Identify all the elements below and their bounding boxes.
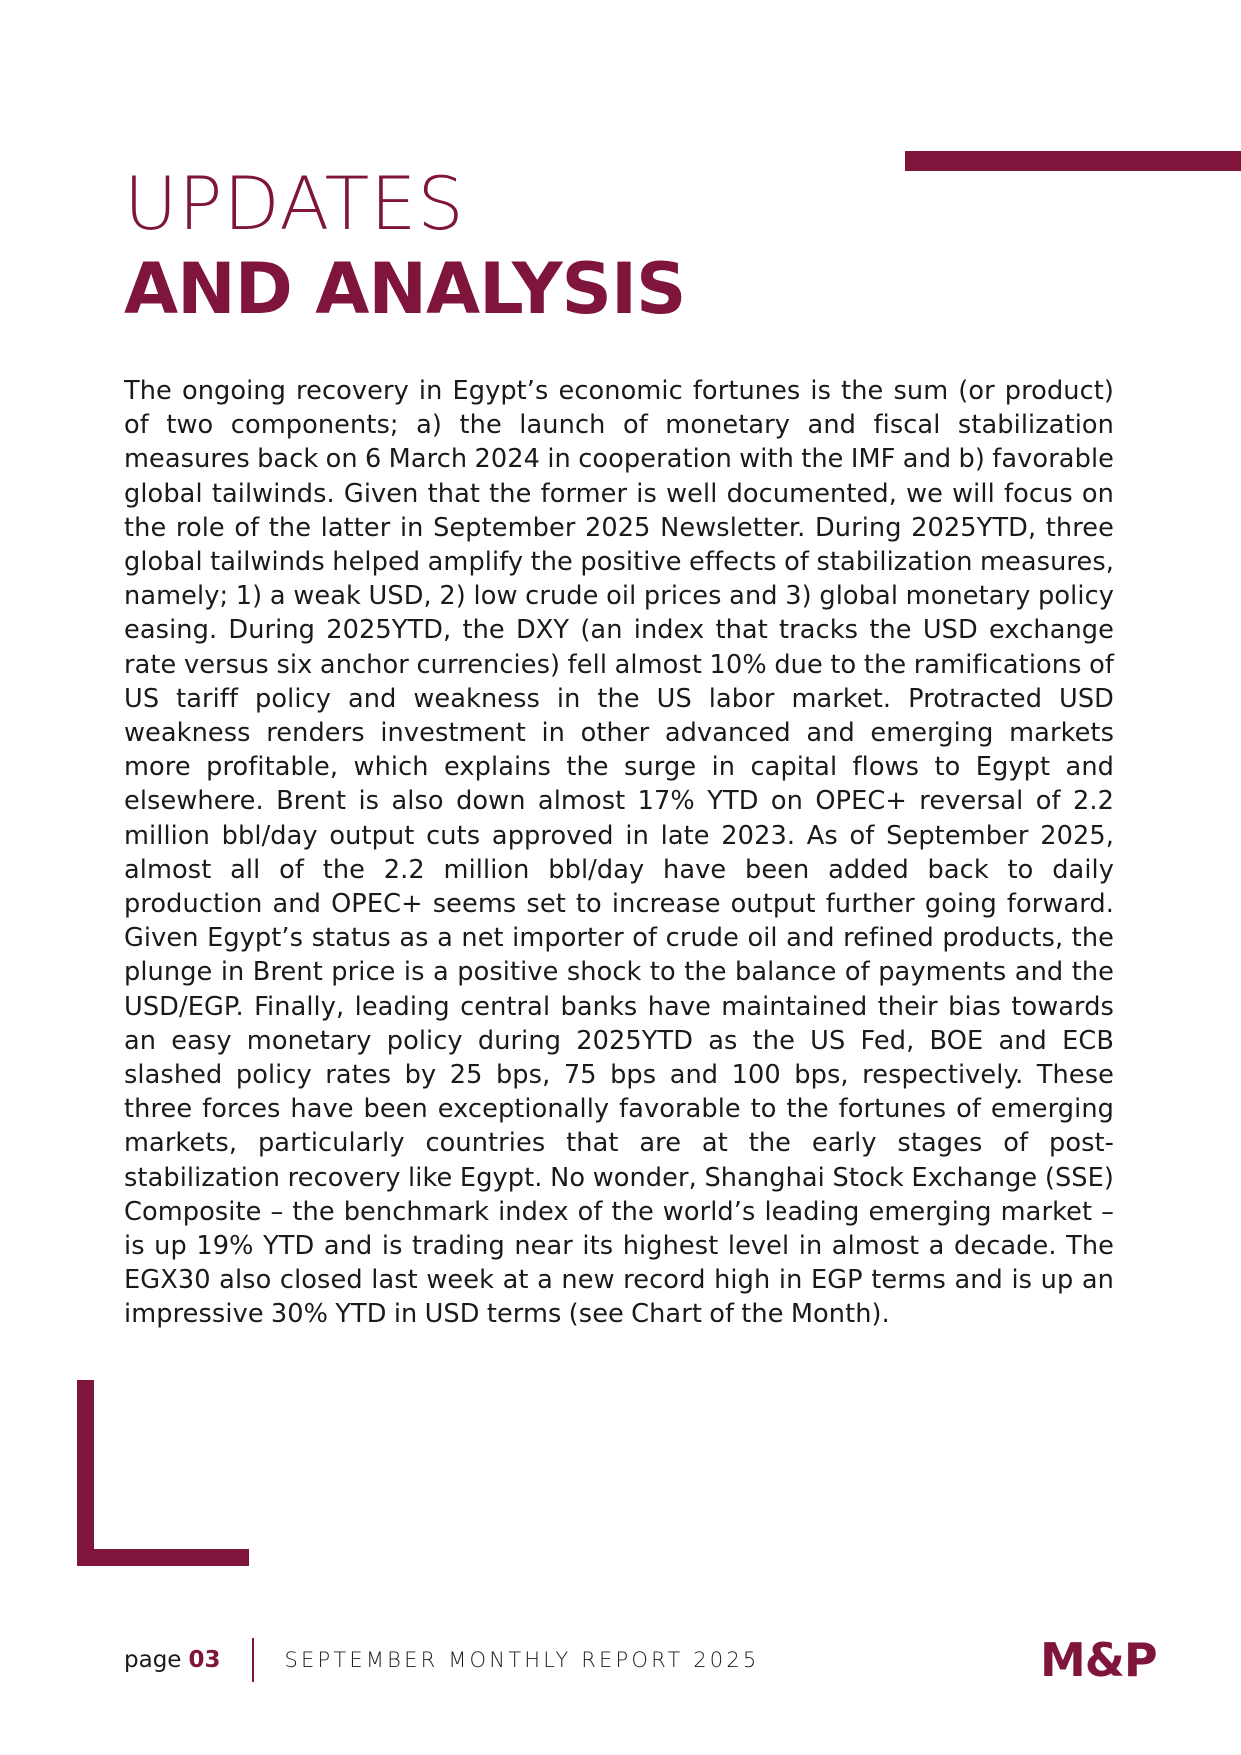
page-number: 03 <box>188 1647 221 1673</box>
footer <box>124 1636 759 1684</box>
top-accent-bar <box>905 151 1241 171</box>
corner-bracket-vertical <box>77 1380 94 1566</box>
page-title-line2: AND ANALYSIS <box>124 248 686 330</box>
footer-divider <box>252 1638 254 1682</box>
page-label: page <box>124 1647 182 1673</box>
page-title <box>124 162 686 330</box>
brand-logo: M&P <box>1040 1633 1157 1687</box>
body-paragraph: The ongoing recovery in Egypt’s economic fortunes is the sum (or product) of two components; a) the launch of monetary and fiscal stabilization measures back on 6 March 2024 in cooperation with the IMF and b) favorable global tailwinds. Given that the former is well documented, we will focus on the role of the latter in September 2025 Newsletter. During 2025YTD, three global tailwinds helped amplify the positive effects of stabilization measures, namely; 1) a weak USD, 2) low crude oil prices and 3) global monetary policy easing. During 2025YTD, the DXY (an index that tracks the USD exchange rate versus six anchor currencies) fell almost 10% due to the ramifications of US tariff policy and weakness in the US labor market. Protracted USD weakness renders investment in other advanced and emerging markets more profitable, which explains the surge in capital flows to Egypt and elsewhere. Brent is also down almost 17% YTD on OPEC+ reversal of 2.2 million bbl/day output cuts approved in late 2023. As of September 2025, almost all of the 2.2 million bbl/day have been added back to daily production and OPEC+ seems set to increase output further going forward. Given Egypt’s status as a net importer of crude oil and refined products, the plunge in Brent price is a positive shock to the balance of payments and the USD/EGP. Finally, leading central banks have maintained their bias towards an easy monetary policy during 2025YTD as the US Fed, BOE and ECB slashed policy rates by 25 bps, 75 bps and 100 bps, respectively. These three forces have been exceptionally favorable to the fortunes of emerging markets, particularly countries that are at the early stages of post-stabilization recovery like Egypt. No wonder, Shanghai Stock Exchange (SSE) Composite – the benchmark index of the world’s leading emerging market – is up 19% YTD and is trading near its highest level in almost a decade. The EGX30 also closed last week at a new record high in EGP terms and is up an impressive 30% YTD in USD terms (see Chart of the Month). <box>124 376 1114 1330</box>
corner-bracket-horizontal <box>77 1549 249 1566</box>
page-title-line1: UPDATES <box>124 162 465 247</box>
report-title: SEPTEMBER MONTHLY REPORT 2025 <box>284 1648 760 1672</box>
